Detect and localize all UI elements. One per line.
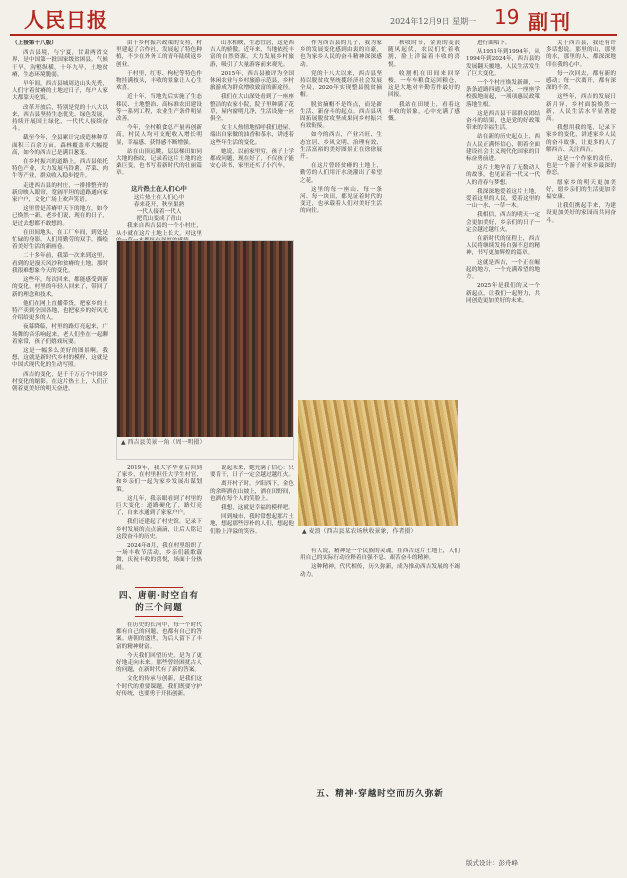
paragraph: 她说，以前家里穷，孩子上学都成问题，现在好了，不仅孩子能安心读书，家里还买了小汽车。 (210, 148, 294, 170)
paragraph: 2015年，西吉县被评为全国休闲农业与乡村旅游示范县，乡村旅游成为群众增收致富的新途径。 (210, 70, 294, 92)
paragraph: 这几年，我亲眼看到了村里的巨大变化：道路硬化了，路灯亮了，自来水通到了家家户户。 (116, 495, 202, 517)
section-title-spirit (300, 788, 460, 800)
paragraph: 离开村子时，夕阳西下，金色的余晖洒在山坡上，洒在田野间，也洒在每个人的笑脸上。 (210, 481, 294, 502)
paragraph: 我们在大山深处看到了一座座整洁的农家小院，院子里种满了花草，屋内窗明几净，生活设施一应俱全。 (210, 94, 294, 123)
paragraph: 秋收时节，金黄的麦浪随风起伏，农民们忙着收割，脸上洋溢着丰收的喜悦。 (388, 40, 460, 68)
paragraph: 于村里，红枣、枸杞等特色作物挂满枝头，丰收的景象让人心生欢喜。 (116, 70, 202, 92)
issue-date: 2024年12月9日 星期一 (390, 17, 477, 26)
paragraph: 这里的每一座山、每一条河、每一块田，都见证着时代的变迁，也承载着人们对美好生活的向往。 (300, 186, 382, 215)
paragraph: 这里曾是苦瘠甲天下的地方，如今已焕然一新。老乡们说，现在的日子，是过去想都不敢想的。 (12, 206, 108, 227)
section-name: 副刊 (528, 10, 572, 34)
paragraph: 在这片曾经贫瘠的土地上，勤劳的人们用汗水浇灌出了希望之花。 (300, 163, 382, 184)
paragraph: 2019年，我大学毕业后回到了家乡，在村里担任大学生村官，和乡亲们一起为家乡发展出谋划策。 (116, 465, 202, 493)
paragraph: 我站在田埂上，看着这丰收的景象，心中充满了感慨。 (388, 101, 460, 123)
poem-line: 这片热土在人们心中 (133, 194, 185, 201)
paragraph: 从1951年到1994年，从1994年到2024年，西吉县的发展翻天覆地，人民生活发生了巨大变化。 (466, 49, 540, 77)
paragraph: 这些年，西吉的发展日新月异，乡村面貌焕然一新，人民生活水平显著提高。 (546, 94, 616, 123)
paragraph: 我深深地爱着这片土地，爱着这里的人民，爱着这里的一山一水、一草一木。 (466, 188, 540, 210)
paragraph: 愿家乡的明天更加美好，愿乡亲们的生活更加幸福安康。 (546, 179, 616, 201)
paragraph: 夜幕降临，村里的路灯亮起来，广场舞的音乐响起来，老人们坐在一起聊着家常，孩子们嬉戏玩耍。 (12, 324, 108, 345)
photo-image (298, 400, 458, 530)
column-4-lower (300, 548, 460, 768)
paragraph: 这片土地孕育了无数动人的故事，也见证着一代又一代人的青春与梦想。 (466, 165, 540, 186)
paragraph: 这些年，每次回来，都能感受到新的变化。村里的年轻人回来了，带回了新的理念和技术。 (12, 277, 108, 298)
poem-line: 一代人接着一代人 (136, 209, 182, 216)
page-header (10, 4, 617, 36)
paragraph: 今年，全村粮食总产量再创新高，村民人均可支配收入增长明显，幸福感、获得感不断增强。 (116, 125, 202, 146)
paragraph: 让我们携起手来，为建设更加美好的家园而共同奋斗。 (546, 203, 616, 224)
paragraph: 说起未来，她充满了信心：只要肯干，日子一定会越过越红火。 (210, 465, 294, 479)
poem-title: 这片热土在人们心中 (131, 185, 187, 193)
title-rule (135, 587, 183, 588)
paragraph: 在乡村振兴的道路上，西吉县依托特色产业，大力发展马铃薯、芹菜、肉牛等产业，群众收入稳步提升。 (12, 159, 108, 180)
paragraph: 近十年，当地先后实施了生态移民、土地整治、高标准农田建设等一系列工程，农业生产条件明显改善。 (116, 94, 202, 123)
paragraph: 如今的西吉，产业兴旺、生态宜居、乡风文明、治理有效、生活富裕的美好图景正在徐徐展开。 (300, 132, 382, 161)
paragraph: 我相信，西吉的明天一定会更加美好，乡亲们的日子一定会越过越红火。 (466, 212, 540, 233)
paragraph: 收割机在田间来回穿梭，一车车粮食运回粮仓，这是大地对辛勤劳作最好的回报。 (388, 70, 460, 99)
paragraph: 在田间地头，在工厂车间，到处是忙碌的身影。人们用勤劳的双手，描绘着美好生活的新画卷。 (12, 229, 108, 251)
paragraph: 一个个村庄焕发新颜，一条条道路四通八达，一座座学校拔地而起，一项项惠民政策落地生根。 (466, 80, 540, 108)
paragraph: 山水相映，生态宜居，这是西吉人的骄傲。近年来，当地依托丰富的自然资源，大力发展乡村旅游，吸引了大量游客前来观光。 (210, 40, 294, 68)
section-title-text: 四、唐朝·时空自有的三个问题 (119, 591, 199, 613)
paragraph: 由于乡村振兴政策的支持，村里建起了合作社，发展起了特色种植，不少在外务工的青年陆续返乡创业。 (116, 40, 202, 68)
photo-caption: ▲ 麦浪（西吉县某农场秋收景象，作者摄） (298, 526, 458, 542)
paragraph: 走进西吉县的村庄，一排排整齐的新房映入眼帘，宽阔平坦的道路通向家家户户，文化广场上欢声笑语。 (12, 182, 108, 204)
continued-from-label: （上接第十八版） (12, 40, 57, 46)
paragraph: 在历史的长河中，每一个时代都有自己的问题，也都有自己的答案。唐朝的盛世，为后人留下了丰富的精神财富。 (116, 622, 202, 650)
paragraph: 回到城市，我时常想起那片土地，想起那些淳朴的人们，想起他们脸上洋溢的笑容。 (210, 514, 294, 535)
paragraph: 关于西吉县，我还有许多话想说。那里的山，那里的水，那里的人，都深深地印在我的心中。 (546, 40, 616, 68)
paragraph: 他们在网上直播带货，把家乡的土特产卖到全国各地，也把家乡的好风光介绍给更多的人。 (12, 300, 108, 322)
paragraph: 女主人热情地招呼我们进屋，端出自家做的油香和茶水，讲述着这些年生活的变化。 (210, 125, 294, 146)
photo-wheat (298, 400, 458, 542)
paragraph: 2024年8月，我在村里组织了一场丰收节活动，乡亲们载歌载舞，庆祝丰收的喜悦，场面十分热闹。 (116, 543, 202, 571)
column-2-bottom (116, 622, 202, 858)
paragraph: 我们还建起了村史馆，记录下乡村发展的点点滴滴，让后人铭记这段奋斗的历史。 (116, 519, 202, 540)
paragraph: 早年间，西吉县城周边山头光秃，人们守着贫瘠的土地过日子，每户人家大都靠天吃饭。 (12, 81, 108, 102)
section-title-tang (116, 585, 202, 619)
column-3-lower (210, 465, 294, 860)
paragraph: 脱贫摘帽不是终点，而是新生活、新奋斗的起点。西吉县巩固拓展脱贫攻坚成果同乡村振兴有效衔接。 (300, 101, 382, 130)
masthead-logo: 人民日报 (24, 8, 108, 32)
paragraph: 二十多年前，我第一次来到这里，看到的是漫天风沙和贫瘠的土地，那时我很难想象今天的变化。 (12, 253, 108, 274)
paragraph: 我想，这就是幸福的模样吧。 (221, 505, 294, 512)
column-4 (300, 40, 382, 395)
paragraph: 党的十八大以来，西吉县坚持以脱贫攻坚统揽经济社会发展全局，2020年实现整县脱贫摘帽。 (300, 70, 382, 99)
paragraph: 站在新的历史起点上，西吉人民正满怀信心，朝着全面建设社会主义现代化国家的目标奋勇前进。 (466, 134, 540, 163)
paragraph: 站在山顶远眺，层层梯田如同大地的指纹，记录着这片土地的沧桑巨变，也书写着新时代的壮丽篇章。 (116, 148, 202, 177)
section-title-text: 五、精神·穿越时空而历久弥新 (316, 789, 444, 799)
photo-caption: ▲ 西吉县美景一角（周一明摄） (117, 437, 293, 459)
paragraph: 有人说，精神是一个民族的灵魂。在西吉这片土地上，人们用自己的实际行动诠释着自强不息、艰苦奋斗的精神。 (300, 548, 460, 562)
paragraph: 今天我们回望历史，是为了更好地走向未来。那些曾经困扰古人的问题，在新时代有了新的答案。 (116, 652, 202, 674)
title-rule (135, 616, 183, 617)
paragraph: 这是一个作家的责任，也是一个游子对家乡最深的眷恋。 (546, 156, 616, 177)
paragraph: 我想用我的笔，记录下家乡的变化，讲述家乡人民的奋斗故事，让更多的人了解西吉、关注西吉。 (546, 125, 616, 153)
paragraph: 在新时代的征程上，西吉人民将继续发扬自强不息的精神，书写更加辉煌的篇章。 (466, 236, 540, 257)
paragraph: 西吉的变化，是千千万万个中国乡村变化的缩影。在这片热土上，人们正朝着更美好的明天奋进。 (12, 371, 108, 392)
paragraph: 每一次回去，都有新的感动；每一次离开，都有深深的不舍。 (546, 70, 616, 92)
column-5 (466, 40, 540, 860)
page-number: 19 (494, 5, 520, 29)
paragraph: 进行曲唱下。 (477, 40, 511, 46)
paragraph: 这是西吉县干部群众团结奋斗的结果，也是党的好政策带来的幸福生活。 (466, 110, 540, 132)
paragraph: 西吉县境，与宁夏，甘肃两省交界，是中国第一批国家级贫困县。气候干旱，沟壑纵横，十年九旱，土地贫瘠，生态环境脆弱。 (12, 50, 108, 78)
paragraph: 这是一幅多么美好的图景啊。我想，这就是新时代乡村的模样，这就是中国式现代化的生动写照。 (12, 347, 108, 369)
column-6 (546, 40, 616, 850)
paragraph: 文化的传承与创新，是我们这个时代的重要课题。我们既要守护好传统，也要勇于开拓创新。 (116, 676, 202, 697)
layout-credit: 版式设计：彭舟峰 (466, 859, 518, 867)
paragraph: 这就是西吉，一个正在崛起的地方，一个充满希望的地方。 (466, 259, 540, 281)
paragraph: 这种精神，代代相传，历久弥新，成为推动西吉发展的不竭动力。 (300, 564, 460, 578)
paragraph: 截至今年，全县累计完成造林种草面积三百余万亩，森林覆盖率大幅提高，如今的西吉已是满目葱茏。 (12, 135, 108, 156)
paragraph: 作为西吉县的儿子，我为家乡的发展变化感到由衷的自豪，也为家乡人民的奋斗精神深深感动。 (300, 40, 382, 68)
paragraph: 改革开放后，特别是党的十八大以来，西吉县坚持生态优先、绿色发展，持续开展国土绿化，一代代人接续奋斗。 (12, 104, 108, 133)
paragraph: 我来自西吉县的一个小村庄，从小就在这片土地上长大，对这里 (116, 223, 202, 237)
poem-line: 把荒山变成了青山 (136, 216, 182, 223)
column-1 (12, 40, 108, 860)
poem-line: 春来花开，秋至果熟 (133, 201, 185, 208)
paragraph: 2025年是我们的又一个新起点，让我们一起努力，共同创造更加美好的未来。 (466, 283, 540, 304)
column-4b (388, 40, 460, 395)
